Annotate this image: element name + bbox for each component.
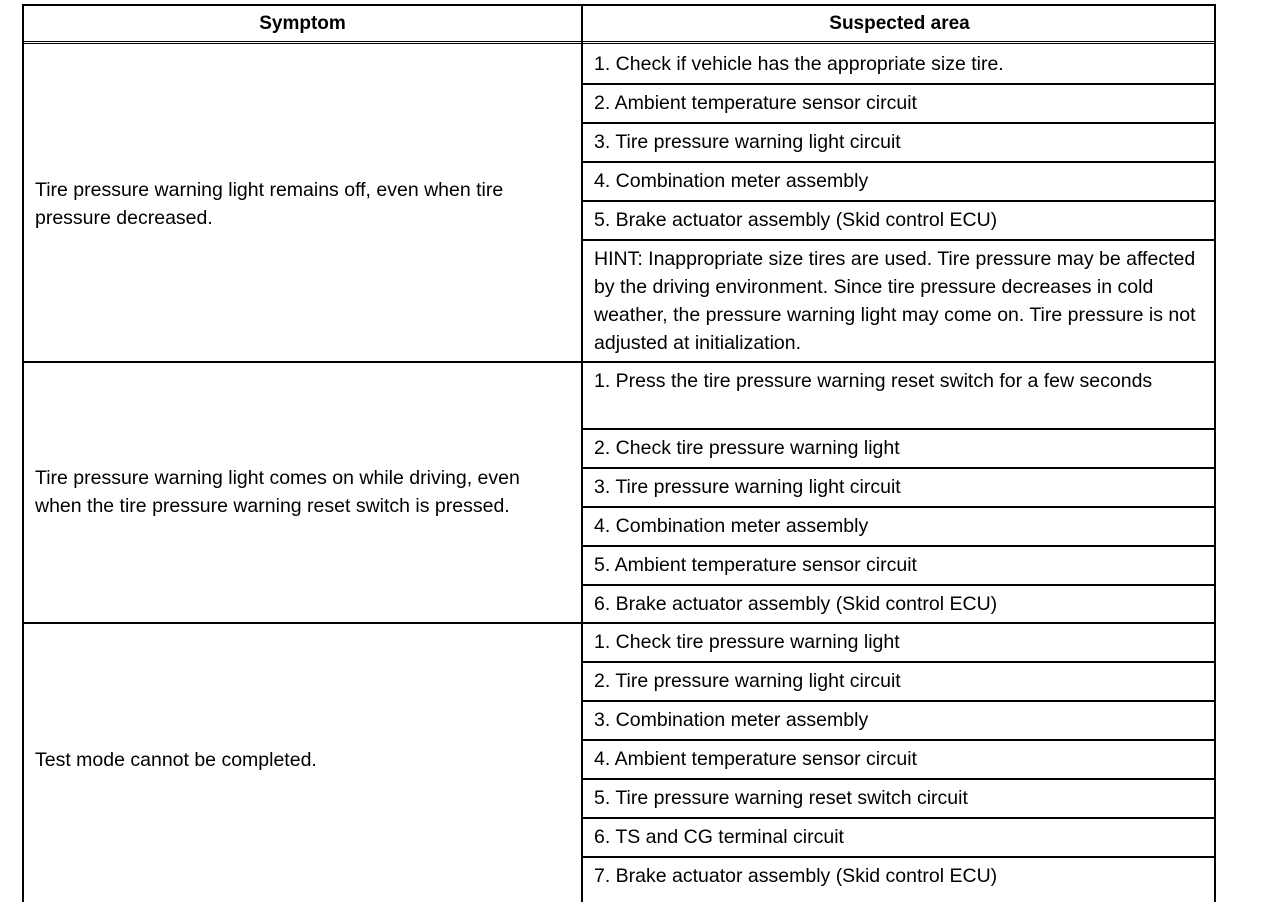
- hint-cell: [583, 241, 1216, 362]
- suspected-area-cell: [583, 858, 1216, 896]
- suspected-area-text: 3. Tire pressure warning light circuit: [594, 476, 901, 498]
- header-double-rule: [24, 43, 1214, 44]
- hint-text: HINT: Inappropriate size tires are used. Tire pressure may be affected by the driving environment. Since tire pressure decreases in cold weather, the pressure warning light may come on. Tire pressure is not adjusted at initialization.: [594, 248, 1196, 354]
- suspected-area-text: 2. Check tire pressure warning light: [594, 437, 900, 459]
- suspected-area-cell: [583, 46, 1216, 85]
- suspected-area-text: 7. Brake actuator assembly (Skid control ECU): [594, 865, 998, 887]
- suspected-area-cell: [583, 741, 1216, 780]
- suspected-area-cell: [583, 819, 1216, 858]
- suspected-area-text: 2. Tire pressure warning light circuit: [594, 670, 901, 692]
- header-suspected-area: Suspected area: [829, 13, 970, 34]
- suspected-area-cell: [583, 363, 1216, 430]
- suspected-area-cell: [583, 702, 1216, 741]
- suspected-area-text: 4. Combination meter assembly: [594, 515, 869, 537]
- suspected-area-cell: [583, 586, 1216, 622]
- suspected-area-text: 6. TS and CG terminal circuit: [594, 826, 844, 848]
- suspected-area-cell: [583, 85, 1216, 124]
- suspected-area-text: 1. Press the tire pressure warning reset switch for a few seconds: [594, 370, 1153, 392]
- suspected-area-text: 6. Brake actuator assembly (Skid control ECU): [594, 593, 998, 615]
- suspected-area-text: 1. Check tire pressure warning light: [594, 631, 900, 653]
- suspected-area-cell: [583, 624, 1216, 663]
- suspected-area-cell: [583, 124, 1216, 163]
- suspected-area-text: 5. Brake actuator assembly (Skid control ECU): [594, 209, 998, 231]
- suspected-area-cell: [583, 663, 1216, 702]
- suspected-area-text: 4. Combination meter assembly: [594, 170, 869, 192]
- suspected-area-cell: [583, 508, 1216, 547]
- suspected-area-text: 5. Tire pressure warning reset switch circuit: [594, 787, 968, 809]
- suspected-area-text: 4. Ambient temperature sensor circuit: [594, 748, 917, 770]
- suspected-area-cell: [583, 430, 1216, 469]
- suspected-area-cell: [583, 547, 1216, 586]
- table-header: [24, 6, 1214, 42]
- suspected-area-cell: [583, 163, 1216, 202]
- symptom-cell: Tire pressure warning light remains off, even when tire pressure decreased.: [35, 179, 504, 229]
- suspected-area-text: 3. Combination meter assembly: [594, 709, 869, 731]
- suspected-area-cell: [583, 780, 1216, 819]
- symptom-cell: Test mode cannot be completed.: [35, 749, 317, 771]
- suspected-area-text: 3. Tire pressure warning light circuit: [594, 131, 901, 153]
- suspected-area-text: 2. Ambient temperature sensor circuit: [594, 92, 917, 114]
- suspected-area-cell: [583, 202, 1216, 241]
- symptom-cell: Tire pressure warning light comes on while driving, even when the tire pressure warning reset switch is pressed.: [35, 467, 520, 517]
- troubleshooting-table: [22, 4, 1216, 902]
- header-symptom: Symptom: [259, 13, 346, 34]
- suspected-area-cell: [583, 469, 1216, 508]
- suspected-area-text: 5. Ambient temperature sensor circuit: [594, 554, 917, 576]
- suspected-area-text: 1. Check if vehicle has the appropriate size tire.: [594, 53, 1004, 75]
